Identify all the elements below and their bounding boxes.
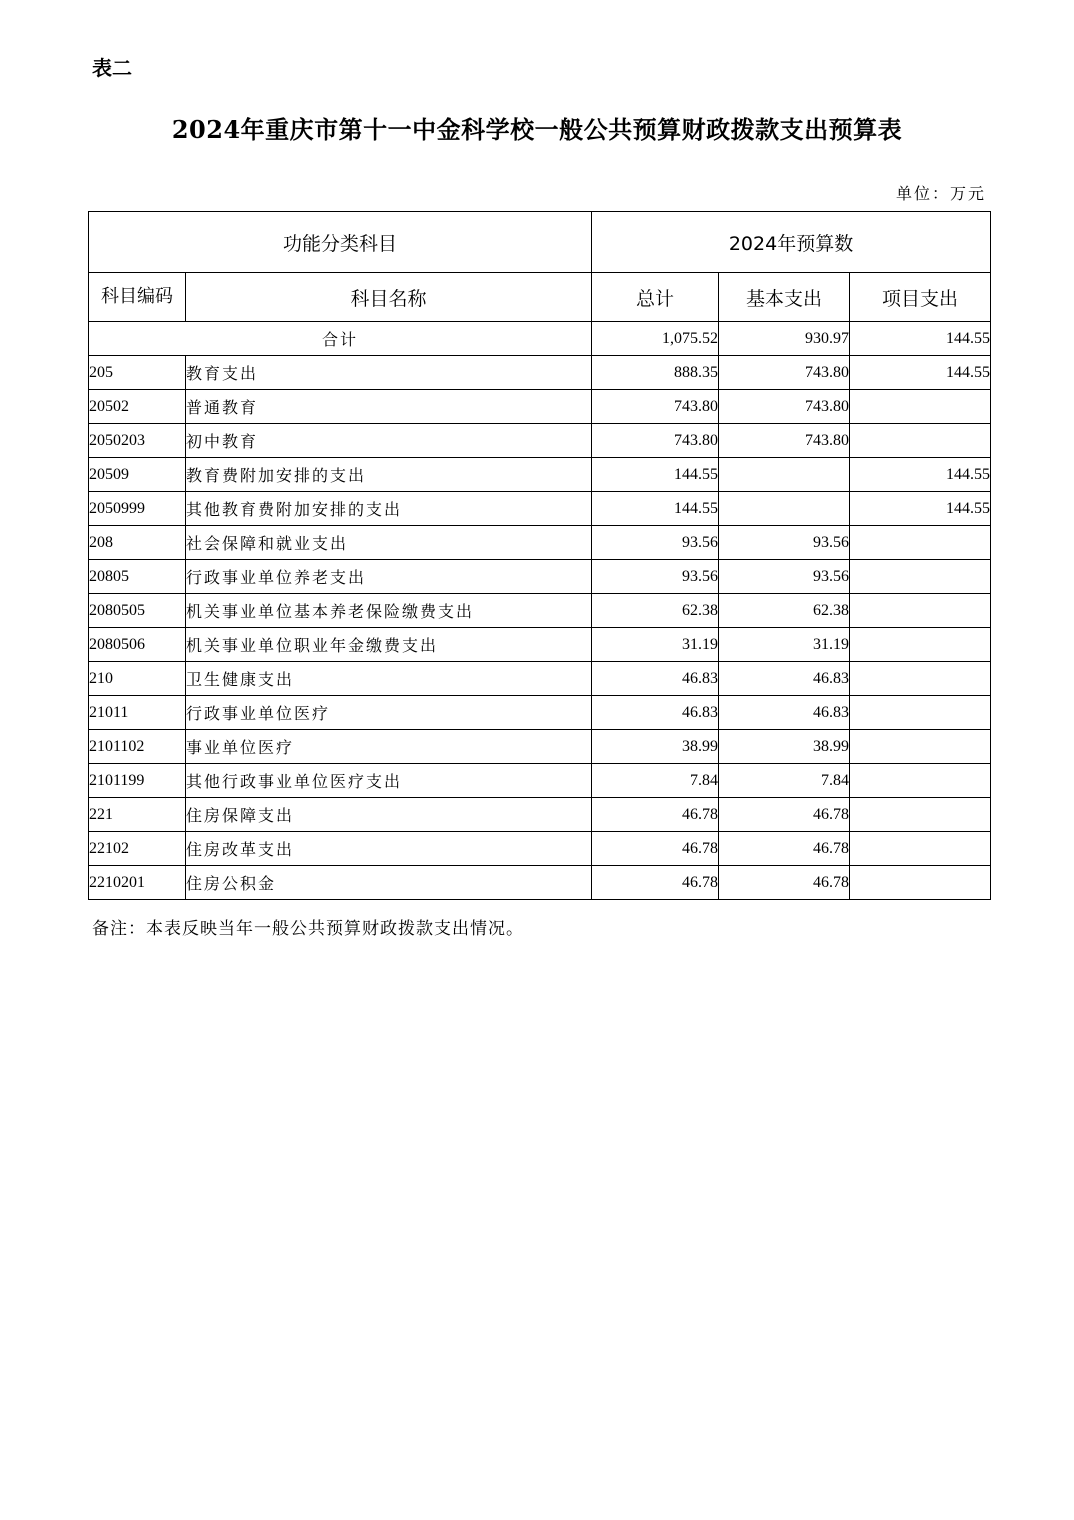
row-code: 20805: [89, 560, 186, 594]
row-name: 行政事业单位医疗: [186, 696, 592, 730]
row-code: 22102: [89, 832, 186, 866]
table-row: [89, 662, 991, 696]
table-row: [89, 832, 991, 866]
row-name: 其他行政事业单位医疗支出: [186, 764, 592, 798]
footnote: 备注：本表反映当年一般公共预算财政拨款支出情况。: [92, 919, 524, 939]
row-total: 31.19: [592, 628, 719, 662]
row-basic: 46.78: [719, 866, 850, 900]
table-row: [89, 696, 991, 730]
row-code: 210: [89, 662, 186, 696]
row-name: 普通教育: [186, 390, 592, 424]
row-project: [850, 798, 991, 832]
row-basic: [719, 458, 850, 492]
table-row: [89, 492, 991, 526]
row-basic: 62.38: [719, 594, 850, 628]
unit-label: 单位：万元: [895, 184, 986, 203]
row-total: 888.35: [592, 356, 719, 390]
row-basic: 46.78: [719, 798, 850, 832]
header-functional-classification: 功能分类科目: [89, 212, 592, 273]
row-total: 743.80: [592, 424, 719, 458]
row-name: 住房改革支出: [186, 832, 592, 866]
table-label: 表二: [92, 56, 132, 80]
row-name: 机关事业单位基本养老保险缴费支出: [186, 594, 592, 628]
row-code: 2050999: [89, 492, 186, 526]
header-total: 总计: [592, 273, 719, 322]
row-basic: 93.56: [719, 560, 850, 594]
table-row: [89, 866, 991, 900]
row-total: 38.99: [592, 730, 719, 764]
row-code: 2101199: [89, 764, 186, 798]
total-basic: 930.97: [719, 322, 850, 356]
table-row: [89, 458, 991, 492]
row-basic: 7.84: [719, 764, 850, 798]
row-code: 221: [89, 798, 186, 832]
row-total: 93.56: [592, 526, 719, 560]
row-project: [850, 526, 991, 560]
row-total: 46.78: [592, 832, 719, 866]
row-basic: 743.80: [719, 390, 850, 424]
row-project: [850, 866, 991, 900]
row-total: 743.80: [592, 390, 719, 424]
table-row: [89, 424, 991, 458]
table-row: [89, 798, 991, 832]
row-code: 2080506: [89, 628, 186, 662]
total-label: 合计: [89, 322, 592, 356]
table-row: [89, 730, 991, 764]
row-project: 144.55: [850, 356, 991, 390]
row-basic: 743.80: [719, 424, 850, 458]
header-name: 科目名称: [186, 273, 592, 322]
row-basic: 46.78: [719, 832, 850, 866]
row-name: 初中教育: [186, 424, 592, 458]
table-row: [89, 594, 991, 628]
row-project: [850, 424, 991, 458]
row-project: [850, 560, 991, 594]
row-basic: [719, 492, 850, 526]
header-code: 科目编码: [89, 273, 186, 322]
table-row: [89, 628, 991, 662]
row-name: 社会保障和就业支出: [186, 526, 592, 560]
row-name: 教育费附加安排的支出: [186, 458, 592, 492]
header-row-columns: [89, 273, 991, 322]
row-project: 144.55: [850, 492, 991, 526]
row-code: 21011: [89, 696, 186, 730]
row-name: 事业单位医疗: [186, 730, 592, 764]
row-code: 2050203: [89, 424, 186, 458]
page-title: 2024年重庆市第十一中金科学校一般公共预算财政拨款支出预算表: [171, 115, 903, 144]
row-code: 208: [89, 526, 186, 560]
row-total: 7.84: [592, 764, 719, 798]
row-total: 144.55: [592, 458, 719, 492]
total-project: 144.55: [850, 322, 991, 356]
table-row: [89, 764, 991, 798]
row-code: 205: [89, 356, 186, 390]
row-total: 93.56: [592, 560, 719, 594]
row-total: 46.83: [592, 696, 719, 730]
row-project: [850, 696, 991, 730]
row-code: 20509: [89, 458, 186, 492]
table-row: [89, 390, 991, 424]
row-project: [850, 390, 991, 424]
table-row: [89, 560, 991, 594]
row-code: 2210201: [89, 866, 186, 900]
row-basic: 31.19: [719, 628, 850, 662]
row-total: 62.38: [592, 594, 719, 628]
row-project: [850, 730, 991, 764]
header-basic: 基本支出: [719, 273, 850, 322]
row-basic: 93.56: [719, 526, 850, 560]
row-name: 教育支出: [186, 356, 592, 390]
row-name: 其他教育费附加安排的支出: [186, 492, 592, 526]
row-total: 46.78: [592, 866, 719, 900]
row-basic: 743.80: [719, 356, 850, 390]
row-total: 46.78: [592, 798, 719, 832]
header-row-group: [89, 212, 991, 273]
total-row: [89, 322, 991, 356]
row-total: 46.83: [592, 662, 719, 696]
row-total: 144.55: [592, 492, 719, 526]
row-basic: 46.83: [719, 696, 850, 730]
row-code: 20502: [89, 390, 186, 424]
row-name: 住房公积金: [186, 866, 592, 900]
row-name: 机关事业单位职业年金缴费支出: [186, 628, 592, 662]
budget-table: [88, 211, 991, 900]
row-project: [850, 628, 991, 662]
row-name: 行政事业单位养老支出: [186, 560, 592, 594]
row-project: [850, 832, 991, 866]
row-name: 卫生健康支出: [186, 662, 592, 696]
header-budget-2024: 2024年预算数: [592, 212, 991, 273]
row-code: 2101102: [89, 730, 186, 764]
table-row: [89, 526, 991, 560]
row-code: 2080505: [89, 594, 186, 628]
header-project: 项目支出: [850, 273, 991, 322]
row-basic: 38.99: [719, 730, 850, 764]
row-project: 144.55: [850, 458, 991, 492]
row-project: [850, 662, 991, 696]
row-name: 住房保障支出: [186, 798, 592, 832]
row-basic: 46.83: [719, 662, 850, 696]
row-project: [850, 594, 991, 628]
total-sum: 1,075.52: [592, 322, 719, 356]
table-row: [89, 356, 991, 390]
row-project: [850, 764, 991, 798]
